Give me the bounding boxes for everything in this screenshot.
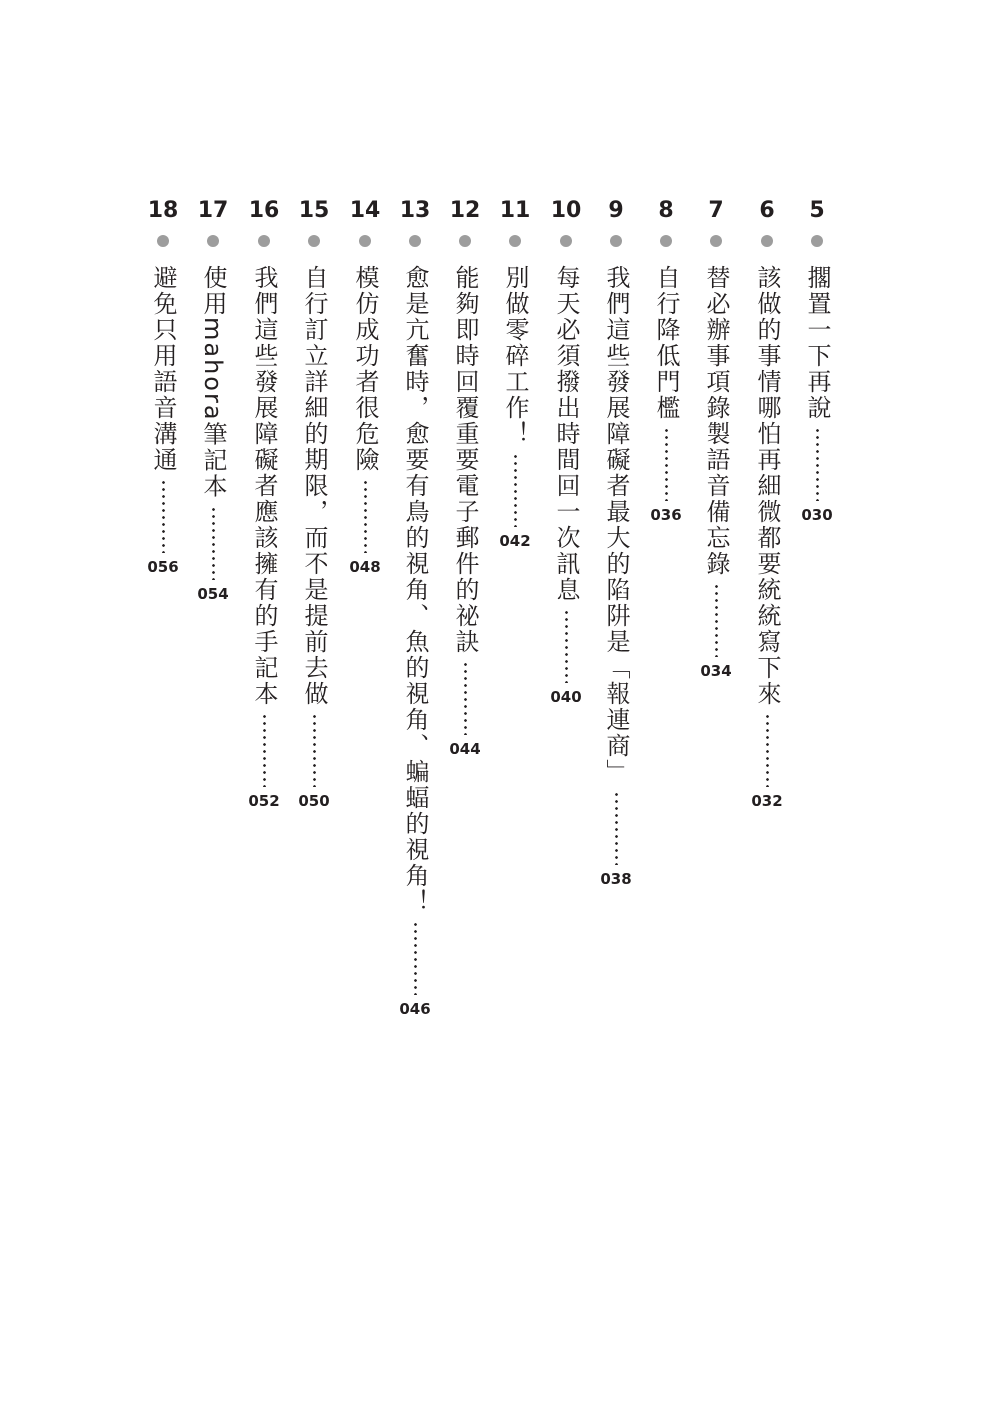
page-number: 054 (197, 584, 229, 603)
dot-leader (414, 921, 417, 995)
bullet-dot (811, 235, 823, 247)
page-number: 032 (751, 792, 783, 810)
toc-entry (440, 196, 490, 759)
chapter-number: 18 (147, 198, 179, 223)
bullet-dot (509, 235, 521, 247)
chapter-number: 16 (248, 198, 280, 223)
dot-leader (615, 791, 618, 865)
page-number: 034 (700, 662, 732, 680)
toc-entry (138, 196, 188, 577)
chapter-title: 愈是亢奮時，愈要有鳥的視角、魚的視角、蝙蝠的視角！ (401, 265, 429, 915)
dot-leader (715, 583, 718, 657)
bullet-dot (207, 235, 219, 247)
toc-entry (691, 196, 741, 681)
chapter-title: 使用mahora筆記本 (199, 265, 227, 500)
bullet-dot (560, 235, 572, 247)
toc-entry (641, 196, 691, 525)
page-number: 050 (298, 792, 330, 810)
page-number: 046 (399, 1000, 431, 1018)
dot-leader (665, 427, 668, 501)
bullet-dot (710, 235, 722, 247)
toc-entry (591, 196, 641, 889)
dot-leader (364, 479, 367, 553)
chapter-title: 我們這些發展障礙者應該擁有的手記本 (250, 265, 278, 707)
bullet-dot (308, 235, 320, 247)
bullet-dot (359, 235, 371, 247)
chapter-title: 模仿成功者很危險 (351, 265, 379, 473)
dot-leader (162, 479, 165, 553)
bullet-dot (258, 235, 270, 247)
page-number: 044 (449, 740, 481, 758)
page-number: 038 (600, 870, 632, 888)
page-number: 036 (650, 506, 682, 524)
dot-leader (263, 713, 266, 787)
chapter-number: 8 (658, 198, 674, 223)
page-number: 042 (499, 532, 531, 550)
bullet-dot (459, 235, 471, 247)
chapter-title: 該做的事情哪怕再細微都要統統寫下來 (753, 265, 781, 707)
page-number: 040 (550, 688, 582, 706)
dot-leader (514, 453, 517, 527)
chapter-title: 每天必須撥出時間回一次訊息 (552, 265, 580, 603)
chapter-number: 13 (399, 198, 431, 223)
dot-leader (816, 427, 819, 501)
dot-leader (565, 609, 568, 683)
chapter-number: 11 (499, 198, 531, 223)
toc-entry (390, 196, 440, 1019)
page-number: 052 (248, 792, 280, 810)
toc-entry (792, 196, 842, 525)
chapter-title: 能夠即時回覆重要電子郵件的祕訣 (451, 265, 479, 655)
chapter-number: 10 (550, 198, 582, 223)
page-number: 056 (147, 558, 179, 576)
chapter-title: 自行訂立詳細的期限，而不是提前去做 (300, 265, 328, 707)
toc-entry (340, 196, 390, 577)
bullet-dot (660, 235, 672, 247)
chapter-number: 14 (349, 198, 381, 223)
bullet-dot (761, 235, 773, 247)
toc-entry (541, 196, 591, 707)
bullet-dot (610, 235, 622, 247)
page-number: 030 (801, 506, 833, 524)
dot-leader (766, 713, 769, 787)
chapter-title: 別做零碎工作！ (501, 265, 529, 447)
page-number: 048 (349, 558, 381, 576)
dot-leader (313, 713, 316, 787)
toc-entry (742, 196, 792, 811)
chapter-number: 17 (197, 198, 229, 223)
chapter-number: 9 (608, 198, 624, 223)
chapter-title: 自行降低門檻 (652, 265, 680, 421)
chapter-title: 避免只用語音溝通 (149, 265, 177, 473)
toc-entry (289, 196, 339, 811)
chapter-number: 6 (759, 198, 775, 223)
chapter-title: 替必辦事項錄製語音備忘錄 (702, 265, 730, 577)
toc-entry (490, 196, 540, 551)
toc-entry (239, 196, 289, 811)
dot-leader (464, 661, 467, 735)
chapter-title: 我們這些發展障礙者最大的陷阱是「報連商」 (602, 265, 630, 785)
bullet-dot (409, 235, 421, 247)
dot-leader (212, 506, 215, 580)
chapter-number: 7 (708, 198, 724, 223)
bullet-dot (157, 235, 169, 247)
toc-entry (188, 196, 238, 604)
chapter-number: 5 (809, 198, 825, 223)
chapter-number: 12 (449, 198, 481, 223)
chapter-title: 擱置一下再說 (803, 265, 831, 421)
chapter-number: 15 (298, 198, 330, 223)
